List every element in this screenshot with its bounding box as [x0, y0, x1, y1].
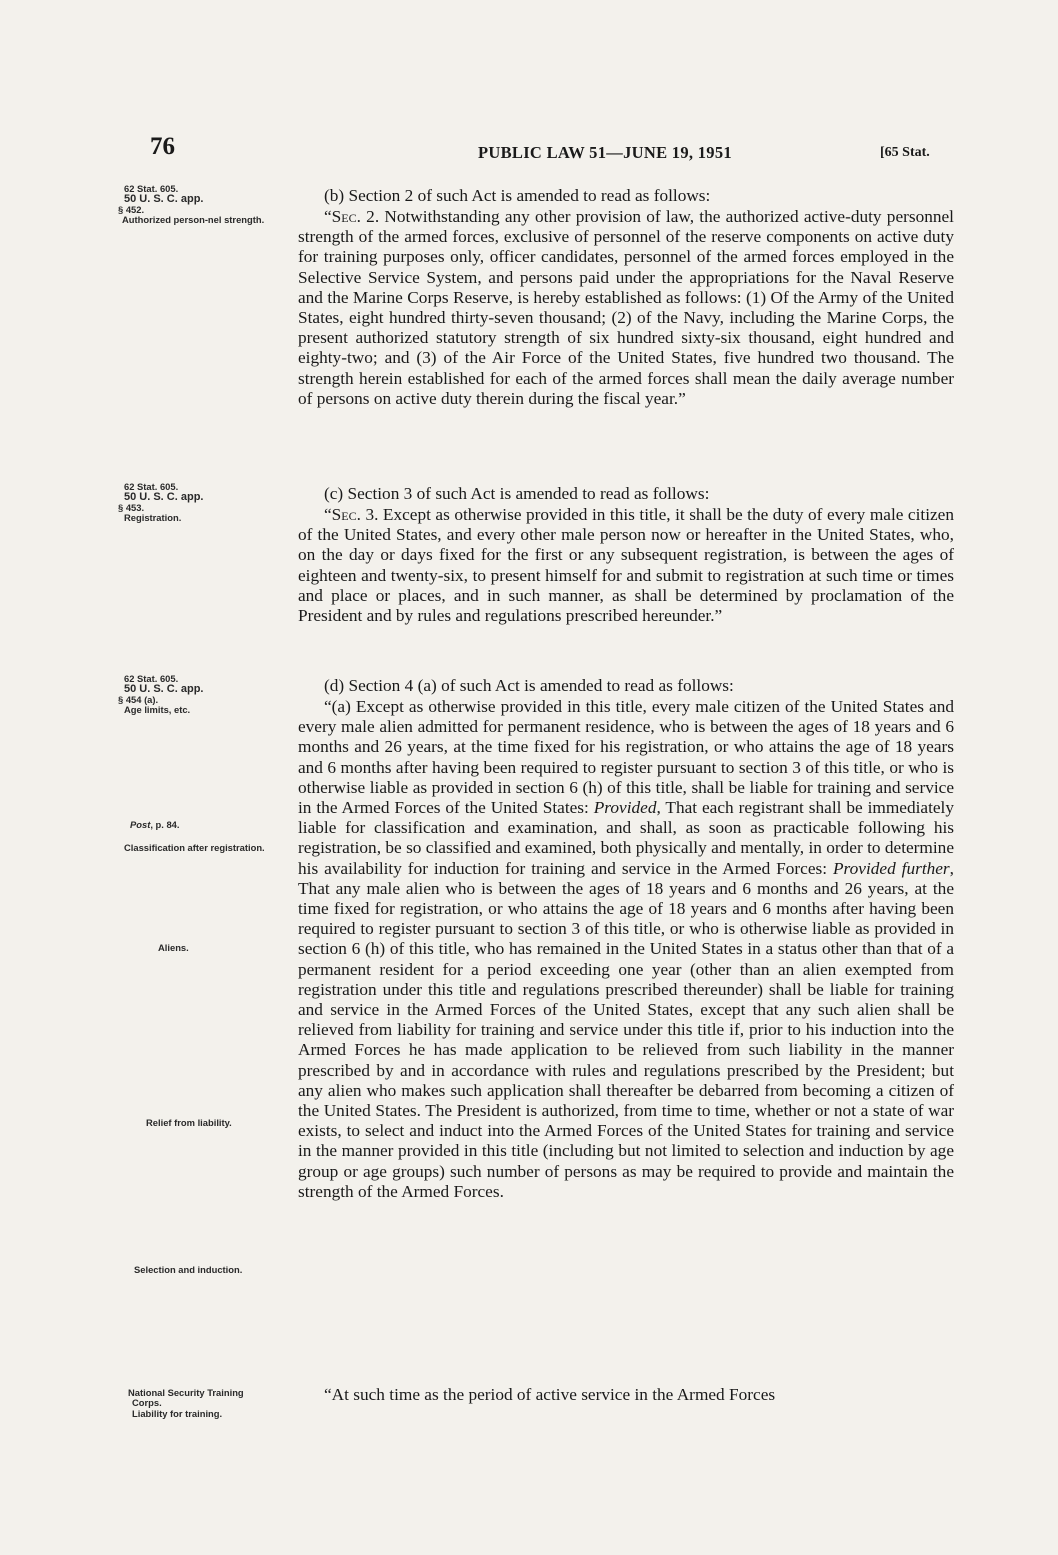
statute-citation: 62 Stat. 605. [124, 481, 179, 492]
post-page: , p. 84. [150, 819, 180, 830]
margin-caption: Registration. [124, 512, 182, 524]
margin-note-post-reference [118, 820, 290, 830]
margin-caption: Relief from liability. [146, 1117, 232, 1128]
margin-caption: Classification after registration. [124, 842, 265, 853]
section-body: 2. Notwithstanding any other provision of law, the authorized active-duty personnel strength of the armed forces, exclusive of personnel of the reserve components on active duty for training purposes only, officer candidates, personnel of the armed forces employed in the Selective Service System, and persons paid under the appropriations for the Naval Reserve and the Marine Corps Reserve, is hereby established as follows: (1) Of the Army of the United States, eight hundred thirty-seven thousand; (2) of the Navy, including the Marine Corps, the present authorized statutory strength of six hundred sixty-six thousand, eight hundred and eighty-two; and (3) of the Air Force of the United States, five hundred two thousand. The strength herein established for each of the armed forces shall mean the daily average number of persons on active duty therein during the fiscal year.” [298, 207, 954, 408]
margin-caption: Liability for training. [132, 1407, 223, 1419]
paragraph-d: (d) Section 4 (a) of such Act is amended to read as follows: [324, 676, 734, 695]
margin-caption: Authorized person-nel strength. [122, 214, 265, 226]
margin-caption: Aliens. [158, 942, 189, 953]
usc-citation: 50 U. S. C. app. [124, 193, 204, 206]
statute-citation: 62 Stat. 605. [124, 183, 179, 194]
margin-note-section-3 [118, 482, 290, 524]
margin-caption: National Security Training Corps. [128, 1387, 244, 1409]
statute-citation: 62 Stat. 605. [124, 673, 179, 684]
paragraph-c: (c) Section 3 of such Act is amended to read as follows: [324, 484, 710, 503]
margin-note-nstc [118, 1388, 290, 1419]
page-number: 76 [150, 133, 175, 160]
section-label: Sec. [331, 207, 361, 226]
section-body-part-2: , That each registrant shall be immediately liable for classification and examination, and shall, as soon as practicable following his registration, be so classified and examined, both physically and mentally, in order to determine his availability for induction for training and service in the Armed Forces: [298, 798, 954, 878]
section-body-part-1: “(a) Except as otherwise provided in this title, every male citizen of the United States and every male alien admitted for permanent residence, who is between the ages of 18 years and 6 months and 26 years, at the time fixed for his registration, or who attains the age of 18 years and 6 months after having been required to register pursuant to section 3 of this title, or who is otherwise liable as provided in section 6 (h) of this title, shall be liable for training and service in the Armed Forces of the United States: [298, 697, 954, 818]
section-label: Sec. [331, 505, 361, 524]
final-paragraph: “At such time as the period of active service in the Armed Forces [324, 1385, 776, 1404]
open-quote: “ [324, 207, 332, 226]
margin-caption: Selection and induction. [134, 1264, 243, 1275]
section-2-text [298, 207, 954, 409]
usc-citation: 50 U. S. C. app. [124, 491, 204, 504]
post-italic: Post [130, 819, 151, 830]
margin-note-aliens [118, 943, 290, 953]
margin-caption: Age limits, etc. [124, 704, 191, 716]
section-body-part-3: , That any male alien who is between the ages of 18 years and 6 months and 26 years, at the time fixed for registration, or who attains the age of 18 years and 6 months after having been required to register pursuant to section 3 of this title, or who is otherwise liable as provided in section 6 (h) of this title, who has remained in the United States in a status other than that of a permanent resident for a period exceeding one year (other than an alien exempted from registration under this title and regulations prescribed thereunder) shall be liable for training and service in the Armed Forces of the United States, except that any such alien shall be relieved from liability for training and service under this title if, prior to his induction into the Armed Forces he has made application to be relieved from such liability in the manner prescribed by and in accordance with rules and regulations prescribed by the President; but any alien who makes such application shall thereafter be debarred from becoming a citizen of the United States. The President is authorized, from time to time, whether or not a state of war exists, to select and induct into the Armed Forces of the United States for training and service in the manner provided in this title (including but not limited to selection and induction by age group or age groups) such number of persons as may be required to provide and maintain the strength of the Armed Forces. [298, 858, 954, 1201]
section-3-text [298, 505, 954, 626]
usc-citation: 50 U. S. C. app. [124, 683, 204, 696]
margin-note-section-2 [118, 184, 290, 226]
running-title: PUBLIC LAW 51—JUNE 19, 1951 [478, 143, 732, 162]
paragraph-b: (b) Section 2 of such Act is amended to read as follows: [324, 186, 711, 205]
section-body: 3. Except as otherwise provided in this title, it shall be the duty of every male citizen of the United States, and every other male person now or hereafter in the United States, who, on the day or days fixed for the first or any subsequent registration, is between the ages of eighteen and twenty-six, to present himself for and submit to registration at such time or times and place or places, and in such manner, as shall be determined by proclamation of the President and by rules and regulations prescribed hereunder.” [298, 505, 954, 626]
open-quote: “ [324, 505, 332, 524]
margin-note-section-4 [118, 674, 290, 716]
margin-note-selection [118, 1265, 290, 1275]
section-citation: § 452. [118, 203, 145, 215]
provided-further-italic: Provided further [833, 858, 950, 878]
section-citation: § 454 (a). [118, 693, 159, 705]
section-4a-text [298, 697, 954, 1202]
margin-note-relief [118, 1118, 290, 1128]
section-citation: § 453. [118, 501, 145, 513]
margin-note-classification [118, 843, 290, 853]
provided-italic: Provided [593, 798, 657, 818]
volume-reference: [65 Stat. [880, 145, 930, 160]
